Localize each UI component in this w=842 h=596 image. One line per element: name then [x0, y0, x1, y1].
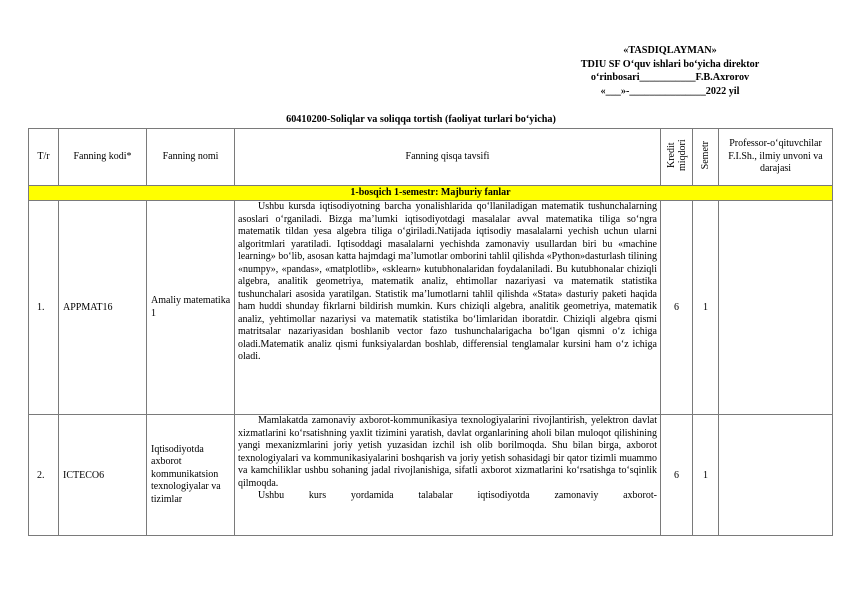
row-name: Amaliy matematika 1	[147, 201, 235, 415]
row-description: Ushbu kursda iqtisodiyotning barcha yonalishlarida qo‘llaniladigan matematik tushunchalarning asoslari o‘rganiladi. Bizga ma’lumki iqtisodiyotdagi masalalar avval matematika tiliga so‘ngra matematik tildan yesa algebra tiliga o‘giriladi.Natijada iqtisodiy masalalarni yechish uchun ularni algoritmlari yaratiladi. Iqtisoddagi masalalarni yechishda zamonaviy usullardan biri bu «machine learning» bo‘lib, asosan katta hajmdagi ma’lumotlar omborini tahlil qilishda «Python»dasturlash tilining «numpy», «pandas», «matplotlib», «sklearn» kutubhonalaridan foydalaniladi. Bu kutubhonalar chiziqli algebra, analitik geometriya, matematik analiz, ehtimollar nazariyasi va matematik statistika tushunchalari asosida yaratilgan. Statistik ma’lumotlarni tahlil qilishda «Stata» dasturiy paketi haqida ham huddi shunday fikrlarni bildirish mumkin. Kurs chiziqli algebra, analitik geometriya, matematik analiz, yehtimollar nazariysi va matematik statistika bo‘limlaridan iboratdir. Chiziqli algebra qismi matritsalar nazariyasidan boshlanib vector fazo tushunchalarigacha bo‘lgan qismni o‘z ichiga oladi.Matematik analiz qismi funksiyalardan boshlab, differensial tenglamalar kursini ham o‘z ichiga oladi.	[235, 201, 661, 415]
row-professor	[719, 201, 833, 415]
header-credits: Kredit miqdori	[665, 138, 688, 171]
approval-block	[520, 44, 820, 98]
row-semester: 1	[693, 201, 719, 415]
header-code: Fanning kodi*	[59, 129, 147, 186]
header-description: Fanning qisqa tavsifi	[235, 129, 661, 186]
row-description-cell	[235, 415, 661, 536]
row-credits: 6	[661, 201, 693, 415]
table-row	[29, 201, 833, 415]
row-number: 1.	[29, 201, 59, 415]
approval-title: «TASDIQLAYMAN»	[623, 45, 717, 56]
curriculum-table	[28, 128, 833, 536]
table-row	[29, 415, 833, 536]
specialty-title: 60410200-Soliqlar va soliqqa tortish (faoliyat turlari bo‘yicha)	[286, 114, 556, 125]
table-header-row	[29, 129, 833, 186]
row-semester: 1	[693, 415, 719, 536]
header-professor: Professor-o‘qituvchilar F.I.Sh., ilmiy unvoni va darajasi	[719, 129, 833, 186]
section-row	[29, 186, 833, 201]
header-credits-cell	[661, 129, 693, 186]
row-description: Mamlakatda zamonaviy axborot-kommunikasiya texnologiyalarini rivojlantirish, yelektron davlat xizmatlarini ko‘rsatishning yaxlit tizimini yaratish, davlat organlarining aholi bilan muloqot qilishining yangi mexanizmlarini joriy yetish yuzasidan izchil ish olib borilmoqda. Shu bilan birga, axborot texnologiyalari va kommunikasiyalarini boshqarish va joriy yetish sohasidagi bir qator tizimli muammo va kamchiliklar ushbu sohaning jadal rivojlanishiga, sifatli axborot xizmatlarini ko‘rsatishga to‘sqinlik qilmoqda.	[238, 415, 657, 489]
row-credits: 6	[661, 415, 693, 536]
header-semester: Semetr	[700, 140, 711, 169]
row-professor	[719, 415, 833, 536]
row-number: 2.	[29, 415, 59, 536]
approval-signature: o‘rinbosari___________F.B.Axrorov	[590, 72, 750, 84]
approval-position: TDIU SF O‘quv ishlari bo‘yicha direktor	[580, 58, 760, 70]
row-name: Iqtisodiyotda axborot kommunikatsion texnologiyalar va tizimlar	[147, 415, 235, 536]
approval-date: «___»-_______________2022 yil	[600, 85, 740, 97]
section-title: 1-bosqich 1-semestr: Majburiy fanlar	[29, 186, 833, 201]
row-description-continued: Ushbu kurs yordamida talabalar iqtisodiyotda zamonaviy axborot-	[258, 490, 657, 501]
header-number: T/r	[29, 129, 59, 186]
row-code: ICTECO6	[59, 415, 147, 536]
header-semester-cell	[693, 129, 719, 186]
row-code: APPMAT16	[59, 201, 147, 415]
header-name: Fanning nomi	[147, 129, 235, 186]
